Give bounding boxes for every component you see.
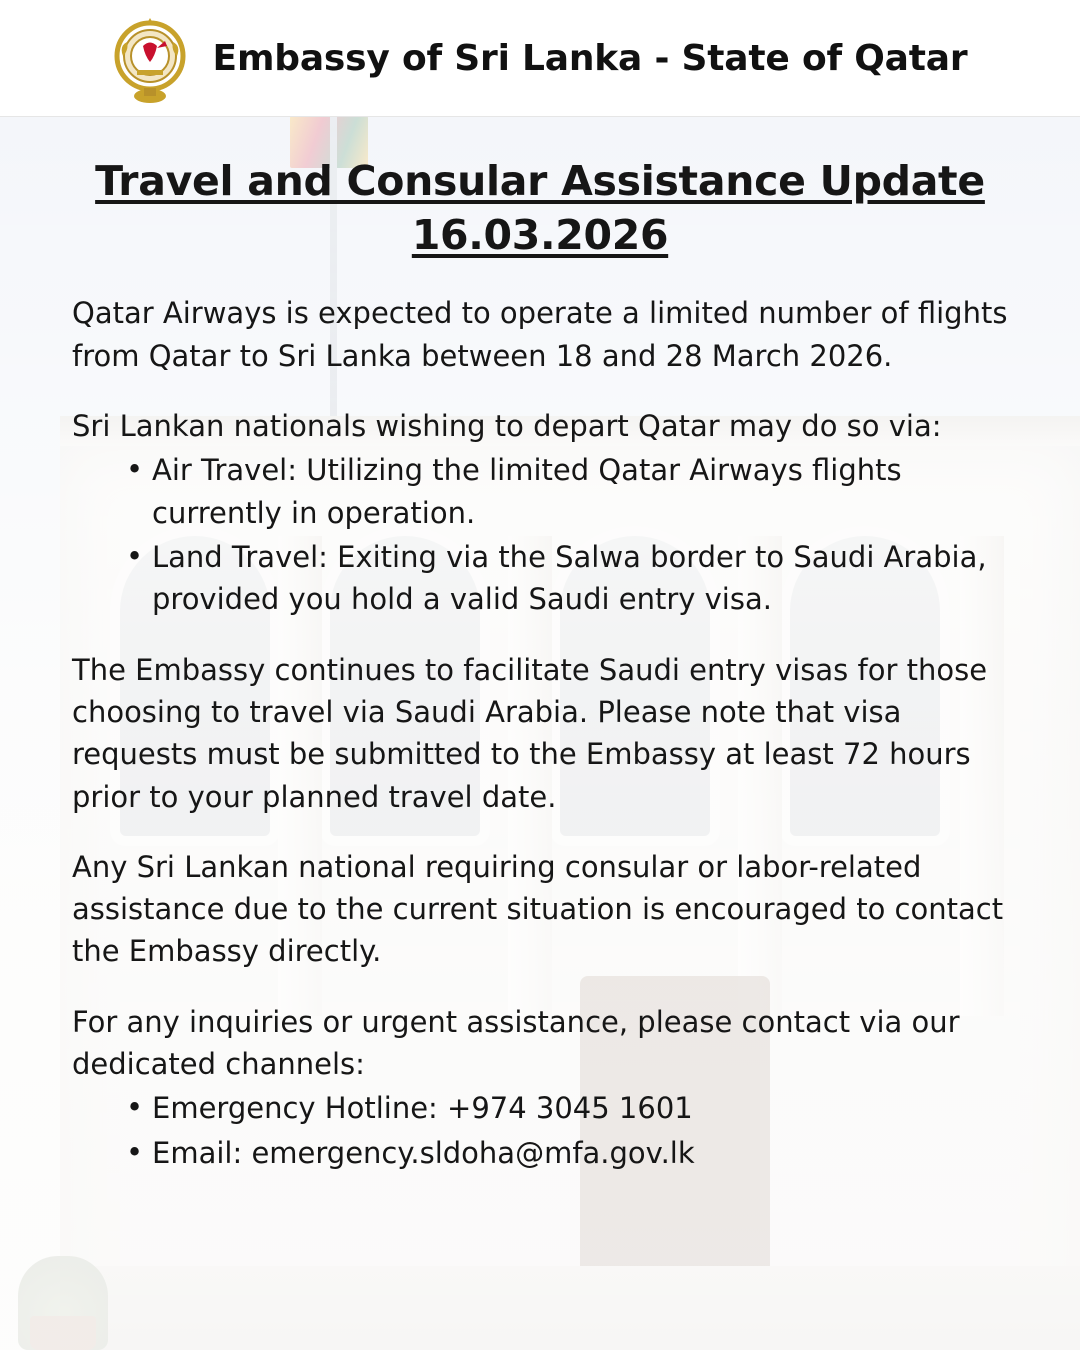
- notice-title-line1: Travel and Consular Assistance Update: [95, 157, 985, 205]
- notice-content: [0, 116, 1080, 1350]
- notice-title-date: 16.03.2026: [411, 211, 669, 260]
- contact-channels-list: [72, 1087, 1008, 1174]
- page-title: Embassy of Sri Lanka - State of Qatar: [212, 37, 968, 79]
- departure-options-list: [72, 449, 1008, 620]
- list-item: • Air Travel: Utilizing the limited Qatar Airways flights currently in operation.: [126, 449, 1008, 534]
- header: [0, 0, 1080, 117]
- list-item-email[interactable]: • Email: emergency.sldoha@mfa.gov.lk: [126, 1132, 1008, 1174]
- list-item: • Land Travel: Exiting via the Salwa border to Saudi Arabia, provided you hold a valid Saudi entry visa.: [126, 536, 1008, 621]
- paragraph-flights: Qatar Airways is expected to operate a limited number of flights from Qatar to Sri Lanka between 18 and 28 March 2026.: [72, 296, 1008, 373]
- list-item-hotline[interactable]: • Emergency Hotline: +974 3045 1601: [126, 1087, 1008, 1129]
- paragraph-visa-facilitation: The Embassy continues to facilitate Saudi entry visas for those choosing to travel via Saudi Arabia. Please note that visa requests must be submitted to the Embassy at least 72 hours prior to your planned travel date.: [72, 652, 988, 814]
- paragraph-contact-intro: For any inquiries or urgent assistance, please contact via our dedicated channels:: [72, 1004, 960, 1082]
- sri-lanka-national-emblem-icon: [113, 10, 187, 106]
- paragraph-consular-assistance: Any Sri Lankan national requiring consular or labor-related assistance due to the current situation is encouraged to contact the Embassy directly.: [72, 849, 1004, 969]
- paragraph-departure-intro: Sri Lankan nationals wishing to depart Qatar may do so via:: [72, 408, 942, 443]
- notice-title: [72, 154, 1008, 262]
